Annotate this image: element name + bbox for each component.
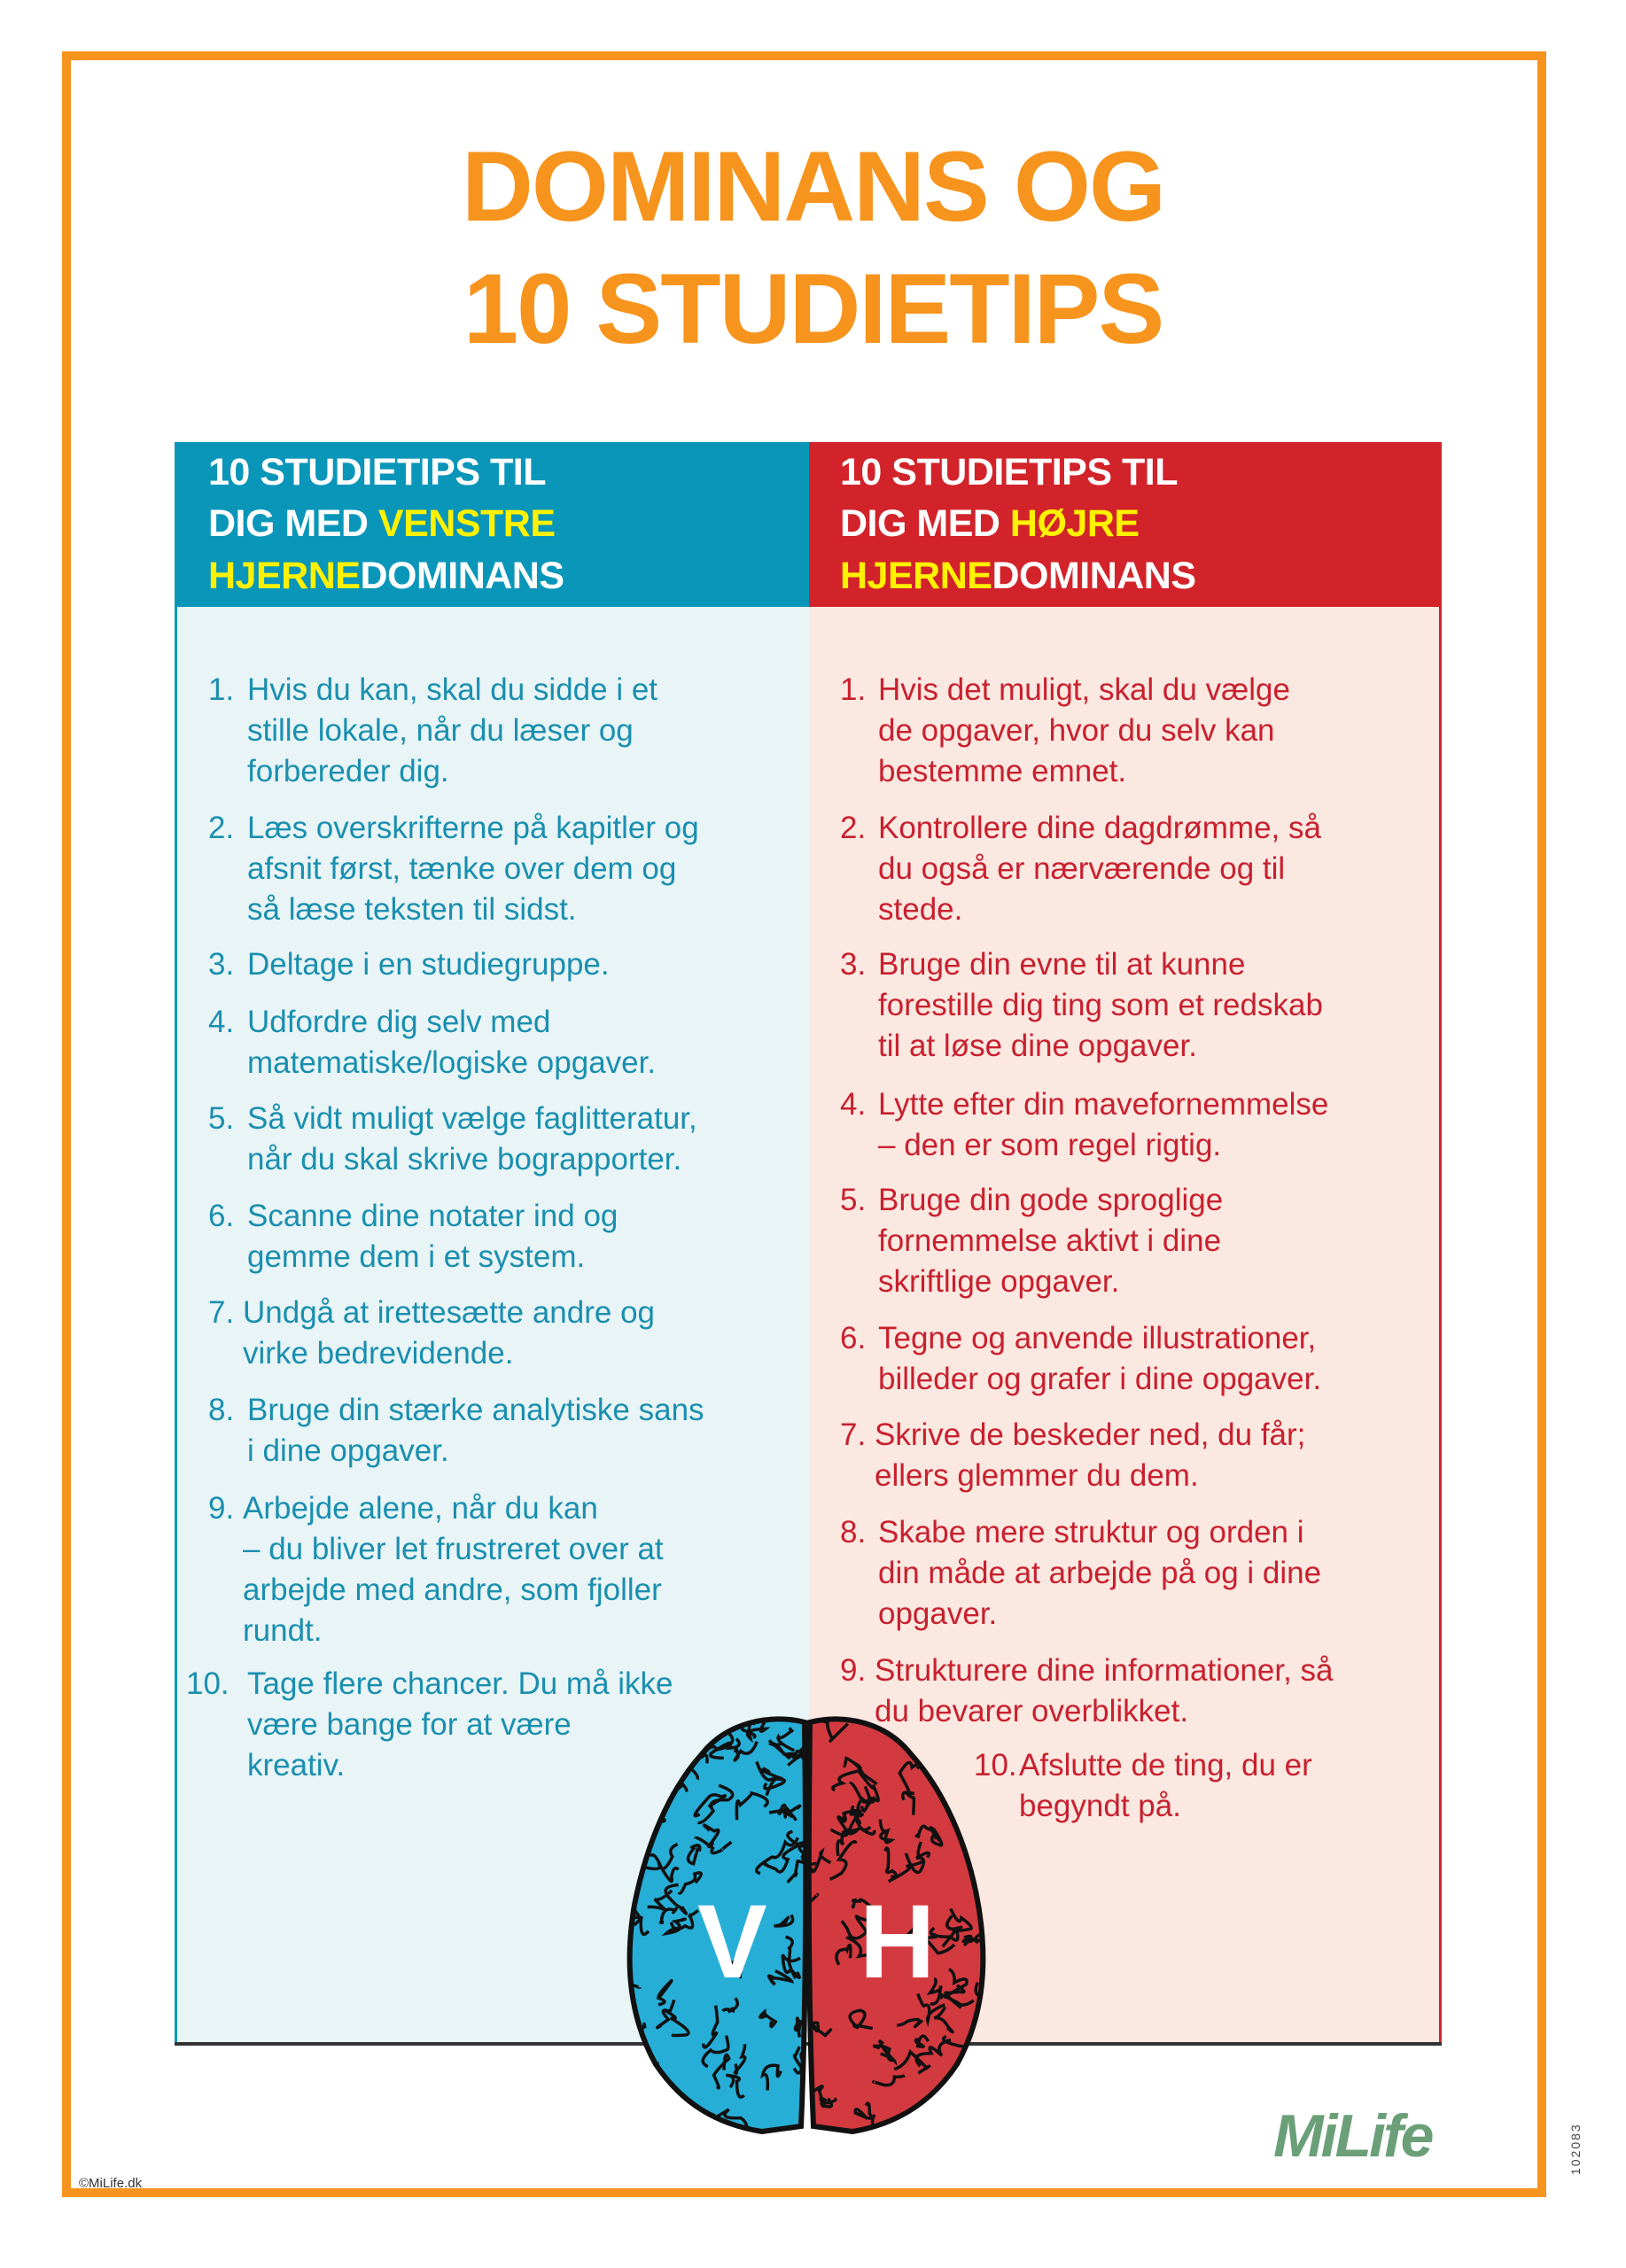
brain-fold	[653, 1736, 681, 1760]
tip-text-line: Bruge din evne til at kunne	[878, 947, 1246, 982]
brain-fold	[915, 2120, 943, 2127]
tip-text-line: du bevarer overblikket.	[875, 1694, 1189, 1728]
highlight-hjerne: HJERNE	[208, 555, 361, 597]
highlight-venstre: VENSTRE	[377, 502, 556, 545]
brain-fold	[628, 2085, 652, 2113]
tip-text-line: Bruge din stærke analytiske sans	[247, 1393, 704, 1427]
tip-number: 6.	[840, 1321, 867, 1355]
tip-number: 2.	[840, 811, 867, 845]
tip-text-line: Deltage i en studiegruppe.	[247, 947, 610, 982]
tip-text-line: skriftlige opgaver.	[878, 1264, 1120, 1299]
tip-text-line: fornemmelse aktivt i dine	[878, 1223, 1222, 1258]
tip-text-line: Hvis du kan, skal du sidde i et	[247, 672, 658, 707]
tip-text-line: de opgaver, hvor du selv kan	[878, 713, 1275, 748]
brain-fold	[939, 1731, 961, 1752]
tip-item	[186, 1664, 673, 1786]
tip-text-line: Skrive de beskeder ned, du får;	[875, 1418, 1306, 1452]
tip-item	[208, 1293, 655, 1374]
brain-fold	[976, 2030, 990, 2070]
tip-item	[208, 1196, 618, 1278]
tip-text-line: Så vidt muligt vælge faglitteratur,	[247, 1101, 697, 1136]
brain-fold	[623, 1789, 640, 1800]
tip-text-line: Udfordre dig selv med	[247, 1005, 551, 1039]
tip-text-line: Scanne dine notater ind og	[247, 1199, 619, 1233]
tip-text-line: kreativ.	[247, 1748, 346, 1783]
tip-item	[840, 1180, 1223, 1302]
left-header-line-1: 10 STUDIETIPS TIL	[208, 451, 546, 493]
left-header	[177, 442, 809, 607]
brain-fold	[908, 1710, 940, 1724]
tip-text-line: – du bliver let frustreret over at	[243, 1532, 664, 1566]
tip-text-line: Bruge din gode sproglige	[878, 1183, 1224, 1217]
tip-text-line: – den er som regel rigtig.	[878, 1128, 1222, 1162]
brain-fold	[774, 2132, 796, 2135]
tip-text-line: stede.	[878, 892, 963, 927]
brain-fold	[974, 1839, 992, 1854]
tip-text-line: Hvis det muligt, skal du vælge	[878, 672, 1290, 707]
header-text: DOMINANS	[360, 555, 564, 597]
tip-text-line: Skabe mere struktur og orden i	[878, 1515, 1304, 1550]
tip-text-line: ellers glemmer du dem.	[875, 1458, 1199, 1493]
right-header	[809, 442, 1439, 607]
tip-number: 5.	[208, 1101, 235, 1136]
tip-item	[840, 1318, 1321, 1400]
brain-icon	[620, 1710, 992, 2135]
highlight-hjerne: HJERNE	[840, 555, 992, 597]
tip-item	[840, 808, 1321, 930]
tip-number: 9.	[840, 1653, 867, 1688]
tip-item	[840, 670, 1290, 792]
tip-item	[208, 808, 699, 930]
tip-text-line: Kontrollere dine dagdrømme, så	[878, 811, 1321, 845]
tip-item	[208, 1390, 704, 1472]
left-brain-letter: V	[697, 1884, 767, 2000]
tip-text-line: Strukturere dine informationer, så	[875, 1653, 1334, 1688]
tip-text-line: du også er nærværende og til	[878, 851, 1286, 886]
tip-number: 6.	[208, 1199, 235, 1233]
tip-item	[974, 1745, 1312, 1827]
tip-text-line: Lytte efter din mavefornemmelse	[878, 1087, 1329, 1122]
tip-number: 3.	[840, 947, 867, 982]
tip-text-line: forbereder dig.	[247, 754, 449, 788]
tip-text-line: i dine opgaver.	[247, 1433, 449, 1468]
tip-number: 7.	[208, 1295, 235, 1330]
tip-text-line: afsnit først, tænke over dem og	[247, 851, 677, 886]
tip-text-line: Arbejde alene, når du kan	[243, 1491, 598, 1526]
tip-item	[208, 1099, 697, 1180]
tip-text-line: til at løse dine opgaver.	[878, 1029, 1197, 1063]
tip-item	[840, 1415, 1305, 1496]
milife-logo: MiLife	[1273, 2102, 1432, 2170]
tip-text-line: Læs overskrifterne på kapitler og	[247, 811, 699, 845]
tip-text-line: begyndt på.	[1019, 1789, 1181, 1823]
tip-text-line: din måde at arbejde på og i dine	[878, 1556, 1322, 1590]
tip-text-line: når du skal skrive bograpporter.	[247, 1142, 682, 1177]
tip-number: 4.	[208, 1005, 235, 1039]
brain-fold	[639, 2084, 666, 2095]
tip-text-line: forestille dig ting som et redskab	[878, 988, 1323, 1022]
title-line-1: DOMINANS OG	[461, 131, 1165, 242]
brain-fold	[945, 1761, 955, 1782]
tip-number: 10.	[974, 1748, 1017, 1783]
tip-text-line: Afslutte de ting, du er	[1019, 1748, 1312, 1783]
tip-text-line: opgaver.	[878, 1596, 998, 1631]
tip-number: 7.	[840, 1418, 867, 1452]
tip-text-line: virke bedrevidende.	[243, 1336, 514, 1371]
tip-text-line: Tage flere chancer. Du må ikke	[247, 1666, 673, 1701]
brain-fold	[981, 1718, 992, 1734]
header-text: DOMINANS	[992, 555, 1196, 597]
tip-text-line: rundt.	[243, 1613, 323, 1648]
brain-fold	[638, 1766, 654, 1793]
tip-text-line: Undgå at irettesætte andre og	[243, 1295, 656, 1330]
tip-item	[208, 1002, 656, 1084]
right-header-line-2	[840, 498, 1140, 549]
tip-item	[840, 1084, 1328, 1166]
header-text: DIG MED	[208, 502, 378, 545]
tip-text-line: stille lokale, når du læser og	[247, 713, 634, 748]
tip-item	[208, 944, 610, 985]
brain-fold	[968, 1826, 990, 1852]
tip-text-line: være bange for at være	[247, 1707, 572, 1742]
tip-item	[840, 1512, 1321, 1635]
left-header-line-2	[208, 498, 556, 549]
tip-text-line: Tegne og anvende illustrationer,	[878, 1321, 1317, 1355]
tip-number: 1.	[208, 672, 235, 707]
tip-text-line: arbejde med andre, som fjoller	[243, 1573, 662, 1607]
right-header-line-1: 10 STUDIETIPS TIL	[840, 451, 1178, 493]
title-line-2: 10 STUDIETIPS	[463, 253, 1163, 364]
brain-fold	[970, 2074, 983, 2108]
product-code: 102083	[1568, 2123, 1583, 2175]
highlight-hojre: HØJRE	[1009, 502, 1140, 545]
tip-text-line: gemme dem i et system.	[247, 1239, 586, 1274]
brain-fold	[955, 2063, 973, 2099]
tip-number: 8.	[840, 1515, 867, 1550]
tip-text-line: så læse teksten til sidst.	[247, 892, 577, 927]
tip-number: 4.	[840, 1087, 867, 1122]
tip-item	[840, 944, 1323, 1067]
tip-number: 3.	[208, 947, 235, 982]
tip-number: 10.	[186, 1666, 230, 1701]
tip-text-line: matematiske/logiske opgaver.	[247, 1045, 657, 1080]
tip-text-line: bestemme emnet.	[878, 754, 1127, 788]
brain-fold	[970, 1848, 992, 1859]
left-header-line-3	[208, 550, 564, 602]
tip-number: 5.	[840, 1183, 867, 1217]
right-header-line-3	[840, 550, 1196, 602]
right-brain-letter: H	[860, 1884, 936, 2000]
tip-number: 2.	[208, 811, 235, 845]
tip-number: 9.	[208, 1491, 235, 1526]
tip-number: 1.	[840, 672, 867, 707]
copyright-text: ©MiLife.dk	[79, 2176, 143, 2191]
header-text: DIG MED	[840, 502, 1010, 545]
tip-number: 8.	[208, 1393, 235, 1427]
tip-text-line: billeder og grafer i dine opgaver.	[878, 1362, 1322, 1396]
tip-item	[208, 1488, 664, 1651]
tip-item	[208, 670, 657, 792]
